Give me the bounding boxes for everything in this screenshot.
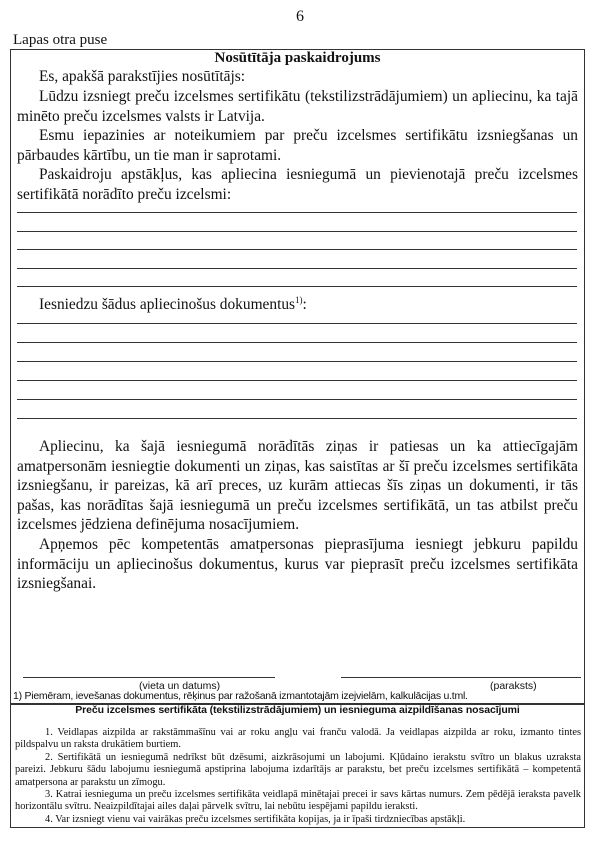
explanation-line-1[interactable] [17,212,577,213]
documents-line-3[interactable] [17,361,577,362]
signature-label: (paraksts) [490,680,537,692]
intro-paragraph: Es, apakšā parakstījies nosūtītājs: [39,68,246,85]
documents-line-6[interactable] [17,418,577,419]
documents-label-colon: : [302,296,307,314]
explanation-prompt: Paskaidroju apstākļus, kas apliecina iesniegumā un pievienotajā preču izcelsmes sertifikātā norādīto preču izcelsmi: [17,166,578,203]
commitment-paragraph: Apņemos pēc kompetentās amatpersonas pieprasījuma iesniegt jebkuru papildu informāciju un apliecinošus dokumentus, kurus var pieprasīt preču izcelsmes sertifikāta izsniegšanai. [17,536,578,593]
page-number: 6 [296,8,304,25]
documents-label [17,291,578,315]
documents-line-2[interactable] [17,342,577,343]
rule-item-3: 3. Katrai iesnieguma un preču izcelsmes sertifikāta veidlapā minētajai precei ir savs kārtas numurs. Zem pēdējā ieraksta pavelk horizontālu svītru. Neaizpildītajai ailes daļai pārvelk svītru, lai nebūtu iespējami papildu ieraksti. [15,789,581,813]
rule-item-2: 2. Sertifikātā un iesniegumā nedrīkst būt dzēsumi, aizkrāsojumi un labojumi. Kļūdaino ierakstu svītro un blakus uzraksta pareizi. Jebkuru šādu labojumu iesniegumā apstiprina labojuma izdarītājs ar parakstu, bet preču izcelsmes sertifikātā – kompetentā amatpersona ar parakstu un zīmogu. [15,752,581,788]
explanation-line-3[interactable] [17,249,577,250]
request-paragraph: Lūdzu izsniegt preču izcelsmes sertifikātu (tekstilizstrādājumiem) un apliecinu, ka tajā minēto preču izcelsmes valsts ir Latvija. [17,88,578,125]
explanation-line-2[interactable] [17,231,577,232]
rule-item-4: 4. Var izsniegt vienu vai vairākas preču izcelsmes sertifikāta kopijas, ja ir īpaši tirdzniecības apstākļi. [45,814,466,825]
documents-line-1[interactable] [17,323,577,324]
explanation-line-4[interactable] [17,268,577,269]
place-date-label: (vieta un datums) [139,680,221,692]
page-side-label: Lapas otra puse [13,32,108,48]
declaration-title: Nosūtītāja paskaidrojums [214,50,381,66]
signature-line[interactable] [341,677,581,678]
documents-line-4[interactable] [17,380,577,381]
rules-title: Preču izcelsmes sertifikāta (tekstilizstrādājumiem) un iesnieguma aizpildīšanas nosacījumi [75,704,520,716]
footnote: 1) Piemēram, ievešanas dokumentus, rēķinus par ražošanā izmantotajām izejvielām, kalkulācijas u.tml. [13,690,468,702]
sender-declaration-box [10,49,585,705]
place-date-line[interactable] [23,677,275,678]
acknowledgement-paragraph: Esmu iepazinies ar noteikumiem par preču izcelsmes sertifikātu izsniegšanas un pārbaudes kārtību, un tie man ir saprotami. [17,127,578,164]
documents-label-text: Iesniedzu šādus apliecinošus dokumentus [39,296,296,314]
filling-rules-box [10,703,585,828]
rule-item-1: 1. Veidlapas aizpilda ar rakstāmmašīnu vai ar roku angļu vai franču valodā. Ja veidlapas aizpilda ar roku, izmanto tintes pildspalvu un raksta drukātiem burtiem. [15,727,581,751]
attestation-paragraph: Apliecinu, ka šajā iesniegumā norādītās ziņas ir patiesas un ka attiecīgajām amatpersonām iesniegtie dokumenti un ziņas, kas saistītas ar šī preču izcelsmes sertifikāta izsniegšanu, ir pareizas, kā arī preces, uz kurām attiecas šīs ziņas un dokumenti, ir tās pašas, kas norādītas šajā iesniegumā un preču izcelsmes sertifikātā, un tas atbilst preču izcelsmes jēdziena definējuma nosacījumiem. [17,438,578,534]
footnote-ref: 1) [295,295,303,305]
explanation-line-5[interactable] [17,286,577,287]
documents-line-5[interactable] [17,399,577,400]
